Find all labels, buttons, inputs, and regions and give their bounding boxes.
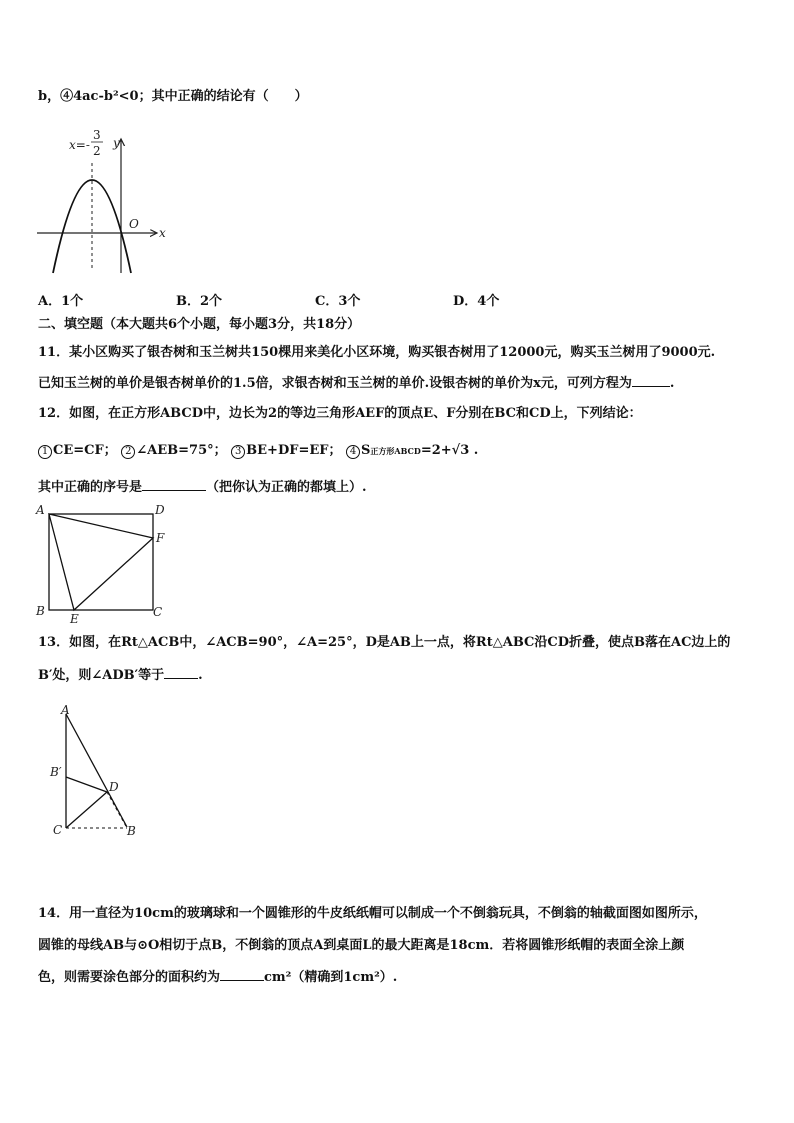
q10-stem-tail: b，④4ac-b²<0；其中正确的结论有（ ） [38,89,308,104]
q12-square-figure [32,502,172,624]
q14-answer-blank [220,968,264,981]
label-d: D [109,780,119,794]
q11-line1: 11．某小区购买了银杏树和玉兰树共150棵用来美化小区环境，购买银杏树用了12000元，购买玉兰树用了9000元. [38,345,716,360]
label-b-prime: B′ [50,765,62,779]
label-d: D [155,503,165,517]
segment-cd [66,792,107,828]
label-f: F [156,531,165,545]
origin-label: O [129,217,139,231]
label-e: E [70,612,79,624]
q13-line2: B′处，则∠ADB′等于 . [38,668,203,683]
q10-option-c: C．3个 [315,294,361,309]
label-c: C [153,605,163,619]
circled-number-4: 4 [346,445,360,459]
q12-answer-blank [142,478,206,491]
q13-answer-blank [164,666,198,679]
label-b: B [36,604,45,618]
q14-line1: 14．用一直径为10cm的玻璃球和一个圆锥形的牛皮纸纸帽可以制成一个不倒翁玩具，不倒翁的轴截面图如图所示， [38,906,707,921]
axis-y-label: y [113,136,120,150]
q14-line3: 色，则需要涂色部分的面积约为 cm²（精确到1cm²）. [38,970,398,985]
q12-conclusions: 1 CE=CF； 2 ∠AEB=75°； 3 BE+DF=EF； 4 S正方形ABCD=2+√3 . [38,442,478,460]
label-a: A [36,503,45,517]
side-ab [66,714,127,827]
circled-number-2: 2 [121,445,135,459]
circled-number-1: 1 [38,445,52,459]
frac-numerator: 3 [93,128,101,142]
triangle-aef [49,514,153,610]
axis-x-label: x [159,226,166,240]
q13-triangle-figure [45,702,155,842]
q14-line2: 圆锥的母线AB与⊙O相切于点B，不倒翁的顶点A到桌面L的最大距离是18cm．若将圆锥形纸帽的表面全涂上颜 [38,938,685,953]
label-a: A [61,703,70,717]
symmetry-eq-prefix: x=- [69,138,90,152]
q11-answer-blank [632,374,670,387]
square-abcd [49,514,153,610]
q12-line3: 其中正确的序号是 （把你认为正确的都填上）. [38,480,367,495]
q10-parabola-graph [35,125,175,275]
section-title: 二、填空题（本大题共6个小题，每小题3分，共18分） [38,317,361,332]
circled-number-3: 3 [231,445,245,459]
q10-option-d: D．4个 [453,294,500,309]
q13-line1: 13．如图，在Rt△ACB中，∠ACB=90°，∠A=25°，D是AB上一点，将Rt△ABC沿CD折叠，使点B落在AC边上的 [38,635,731,650]
label-c: C [53,823,63,837]
frac-denominator: 2 [93,144,101,158]
label-b: B [127,824,136,838]
q11-line2: 已知玉兰树的单价是银杏树单价的1.5倍，求银杏树和玉兰树的单价.设银杏树的单价为x元，可列方程为 . [38,376,675,391]
q10-option-a: A．1个 [38,294,84,309]
q12-line1: 12．如图，在正方形ABCD中，边长为2的等边三角形AEF的顶点E、F分别在BC和CD上，下列结论： [38,406,642,421]
q10-option-b: B．2个 [176,294,223,309]
